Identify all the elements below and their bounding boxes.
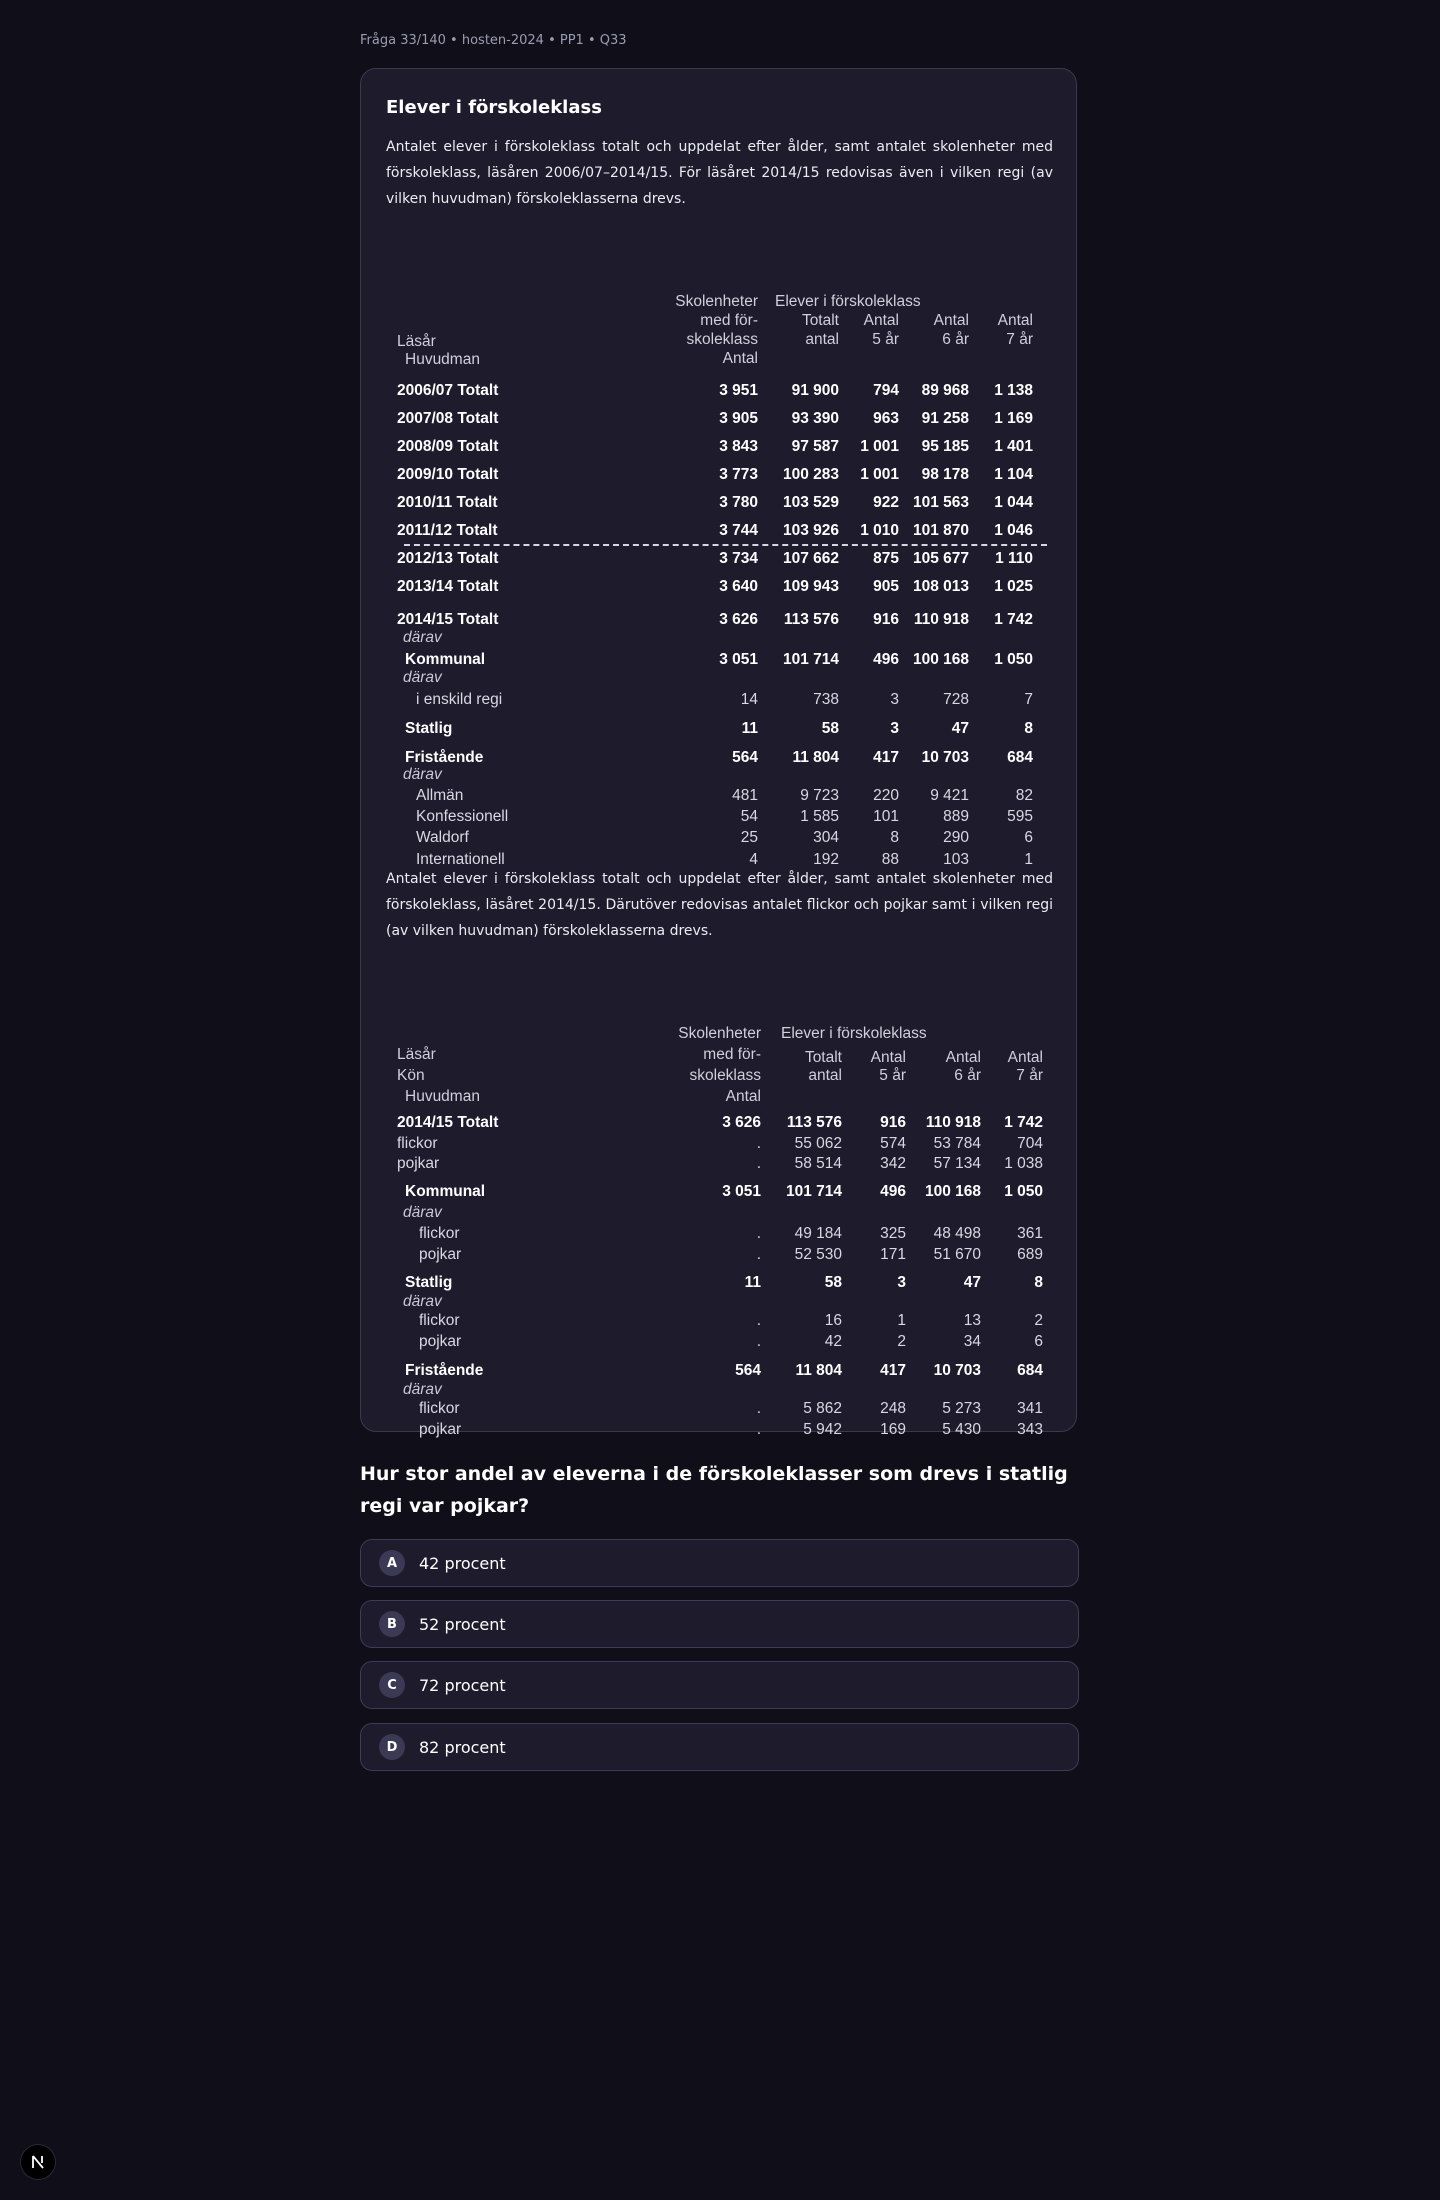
row-label: flickor bbox=[419, 1312, 460, 1329]
header-skolenheter: skoleklass bbox=[689, 1067, 761, 1084]
header-totalt: Totalt bbox=[804, 1049, 842, 1066]
table-cell: 1 046 bbox=[994, 522, 1033, 539]
header-skolenheter: Skolenheter bbox=[678, 1025, 761, 1042]
table-cell: 1 050 bbox=[1004, 1183, 1043, 1200]
table-cell: 100 168 bbox=[924, 1183, 981, 1200]
row-label: Fristående bbox=[405, 1362, 484, 1379]
table-cell: 3 905 bbox=[719, 410, 758, 427]
row-label: pojkar bbox=[397, 1155, 440, 1172]
table-cell: 88 bbox=[881, 851, 899, 868]
row-label: 2014/15 Totalt bbox=[397, 611, 499, 628]
header-huvudman: Huvudman bbox=[405, 1088, 480, 1105]
table-cell: 361 bbox=[1017, 1225, 1043, 1242]
table-cell: 1 001 bbox=[860, 438, 899, 455]
option-letter: D bbox=[379, 1734, 405, 1760]
table-cell: 1 044 bbox=[994, 494, 1033, 511]
next-logo-icon[interactable] bbox=[21, 2145, 55, 2179]
row-label: Statlig bbox=[405, 720, 453, 737]
table-cell: 875 bbox=[873, 550, 899, 567]
table-cell: 3 051 bbox=[722, 1183, 761, 1200]
table-cell: 5 430 bbox=[942, 1421, 981, 1438]
table-cell: 922 bbox=[873, 494, 899, 511]
table-cell: 689 bbox=[1017, 1246, 1043, 1263]
row-label: Fristående bbox=[405, 749, 484, 766]
table-cell: 5 942 bbox=[803, 1421, 842, 1438]
table-cell: 47 bbox=[963, 1274, 981, 1291]
table-cell: 7 bbox=[1024, 691, 1033, 708]
table-cell: 16 bbox=[824, 1312, 842, 1329]
table-cell: 47 bbox=[951, 720, 969, 737]
table-cell: 82 bbox=[1015, 787, 1033, 804]
table-cell: 103 bbox=[943, 851, 969, 868]
next-logo-glyph bbox=[29, 2153, 47, 2171]
table-cell: 794 bbox=[873, 382, 899, 399]
table-cell: 290 bbox=[943, 829, 969, 846]
table-cell: 91 900 bbox=[791, 382, 839, 399]
table-cell: . bbox=[756, 1135, 761, 1152]
table-cell: 3 640 bbox=[719, 578, 758, 595]
table-cell: 110 918 bbox=[925, 1114, 981, 1131]
table-cell: 2 bbox=[897, 1333, 906, 1350]
table-cell: 25 bbox=[740, 829, 758, 846]
table-cell: 101 714 bbox=[785, 1183, 842, 1200]
header-lasar: Läsår bbox=[397, 1046, 436, 1063]
option-letter: C bbox=[379, 1672, 405, 1698]
table-cell: 101 563 bbox=[912, 494, 969, 511]
table-cell: 11 bbox=[741, 720, 758, 737]
header-skolenheter: skoleklass bbox=[686, 331, 758, 348]
row-label: Internationell bbox=[416, 851, 505, 868]
table-cell: 100 168 bbox=[912, 651, 969, 668]
header-skolenheter: Antal bbox=[722, 350, 758, 367]
table-cell: 1 bbox=[1024, 851, 1033, 868]
option-label: 42 procent bbox=[419, 1553, 506, 1573]
table-cell: 8 bbox=[1034, 1274, 1043, 1291]
question-card bbox=[360, 68, 1077, 1438]
table-cell: 342 bbox=[880, 1155, 906, 1172]
header-huvudman: Huvudman bbox=[405, 351, 480, 368]
answer-option-c[interactable] bbox=[360, 1661, 1079, 1709]
header-elever: Elever i förskoleklass bbox=[781, 1025, 927, 1042]
table-cell: 1 050 bbox=[994, 651, 1033, 668]
table-cell: 95 185 bbox=[921, 438, 969, 455]
header-totalt: antal bbox=[805, 331, 839, 348]
table-cell: 3 843 bbox=[719, 438, 758, 455]
table-cell: 52 530 bbox=[794, 1246, 842, 1263]
table-cell: . bbox=[756, 1312, 761, 1329]
table-cell: 113 576 bbox=[786, 1114, 842, 1131]
table-cell: 2 bbox=[1034, 1312, 1043, 1329]
table-cell: 3 051 bbox=[719, 651, 758, 668]
table-cell: 34 bbox=[963, 1333, 981, 1350]
table-cell: 3 626 bbox=[722, 1114, 761, 1131]
row-label: pojkar bbox=[419, 1333, 462, 1350]
table-cell: . bbox=[756, 1225, 761, 1242]
table-cell: 11 804 bbox=[795, 1362, 842, 1379]
option-letter: B bbox=[379, 1611, 405, 1637]
table-cell: 9 723 bbox=[800, 787, 839, 804]
table-cell: 192 bbox=[813, 851, 839, 868]
table2-intro: Antalet elever i förskoleklass totalt och uppdelat efter ålder, samt antalet skolenheter med förskoleklass, läsåret 2014/15. Därutöver redovisas antalet flickor och pojkar samt i vilken regi (av vilken huvudman) förskoleklasserna drevs. bbox=[386, 871, 1053, 939]
row-label: 2008/09 Totalt bbox=[397, 438, 499, 455]
table-cell: 101 bbox=[873, 808, 899, 825]
answer-option-a[interactable] bbox=[360, 1539, 1079, 1587]
header-totalt: Totalt bbox=[801, 312, 839, 329]
header-5ar: 5 år bbox=[879, 1067, 906, 1084]
row-label: därav bbox=[403, 1381, 442, 1398]
table-cell: 684 bbox=[1007, 749, 1033, 766]
row-label: flickor bbox=[419, 1400, 460, 1417]
statistics-table-1 bbox=[361, 69, 1078, 1431]
row-label: därav bbox=[403, 1204, 442, 1221]
option-label: 72 procent bbox=[419, 1675, 506, 1695]
row-label: 2011/12 Totalt bbox=[397, 522, 498, 539]
table-cell: 1 038 bbox=[1004, 1155, 1043, 1172]
table-cell: 496 bbox=[880, 1183, 906, 1200]
option-label: 82 procent bbox=[419, 1737, 506, 1757]
header-6ar: 6 år bbox=[942, 331, 969, 348]
row-label: pojkar bbox=[419, 1421, 462, 1438]
table-cell: 1 742 bbox=[1004, 1114, 1043, 1131]
table-cell: 103 529 bbox=[782, 494, 839, 511]
table-cell: 110 918 bbox=[913, 611, 969, 628]
table-cell: 341 bbox=[1017, 1400, 1043, 1417]
row-label: Statlig bbox=[405, 1274, 453, 1291]
table-cell: 1 138 bbox=[994, 382, 1033, 399]
header-skolenheter: Antal bbox=[725, 1088, 761, 1105]
header-5ar: 5 år bbox=[872, 331, 899, 348]
table-cell: 1 010 bbox=[860, 522, 899, 539]
table-cell: 304 bbox=[813, 829, 839, 846]
table-cell: 100 283 bbox=[782, 466, 839, 483]
row-label: 2012/13 Totalt bbox=[397, 550, 499, 567]
table-cell: 905 bbox=[873, 578, 899, 595]
row-label: 2013/14 Totalt bbox=[397, 578, 499, 595]
row-label: därav bbox=[403, 629, 442, 646]
header-6ar: Antal bbox=[945, 1049, 981, 1066]
table-cell: 1 104 bbox=[994, 466, 1033, 483]
statistics-table-2 bbox=[361, 69, 1078, 1438]
row-label: Kommunal bbox=[405, 1183, 486, 1200]
table-cell: 889 bbox=[943, 808, 969, 825]
table-cell: . bbox=[756, 1155, 761, 1172]
table-cell: 704 bbox=[1017, 1135, 1043, 1152]
table-cell: . bbox=[756, 1400, 761, 1417]
row-label: Allmän bbox=[416, 787, 464, 804]
row-label: 2010/11 Totalt bbox=[397, 494, 498, 511]
row-label: flickor bbox=[397, 1135, 438, 1152]
table-cell: 169 bbox=[880, 1421, 906, 1438]
question-meta: Fråga 33/140 • hosten-2024 • PP1 • Q33 bbox=[360, 33, 627, 48]
question-text: Hur stor andel av eleverna i de förskoleklasser som drevs i statlig regi var pojkar? bbox=[360, 1463, 1068, 1517]
table-cell: 51 670 bbox=[933, 1246, 981, 1263]
table-cell: 1 bbox=[897, 1312, 906, 1329]
table-cell: 3 bbox=[890, 720, 899, 737]
table-cell: 109 943 bbox=[782, 578, 839, 595]
table-cell: 3 773 bbox=[719, 466, 758, 483]
table-cell: 738 bbox=[813, 691, 839, 708]
table-cell: 9 421 bbox=[930, 787, 969, 804]
table-cell: 10 703 bbox=[933, 1362, 981, 1379]
row-label: i enskild regi bbox=[416, 691, 503, 708]
table-cell: 916 bbox=[880, 1114, 906, 1131]
table-cell: 417 bbox=[873, 749, 899, 766]
table-cell: 11 804 bbox=[792, 749, 839, 766]
table-cell: 8 bbox=[1024, 720, 1033, 737]
table-cell: 4 bbox=[749, 851, 758, 868]
row-label: Waldorf bbox=[416, 829, 469, 846]
header-7ar: 7 år bbox=[1016, 1067, 1043, 1084]
table-cell: 103 926 bbox=[782, 522, 839, 539]
table-cell: 1 001 bbox=[860, 466, 899, 483]
table-cell: 916 bbox=[873, 611, 899, 628]
table-cell: 14 bbox=[740, 691, 758, 708]
table-cell: 564 bbox=[732, 749, 758, 766]
table-cell: . bbox=[756, 1333, 761, 1350]
table-cell: 108 013 bbox=[912, 578, 969, 595]
table-cell: 3 734 bbox=[719, 550, 758, 567]
row-label: 2009/10 Totalt bbox=[397, 466, 499, 483]
table-cell: 248 bbox=[880, 1400, 906, 1417]
table-cell: 1 025 bbox=[994, 578, 1033, 595]
table-cell: 6 bbox=[1034, 1333, 1043, 1350]
table-cell: 417 bbox=[880, 1362, 906, 1379]
table-cell: 58 bbox=[824, 1274, 842, 1291]
table-cell: 684 bbox=[1017, 1362, 1043, 1379]
row-label: därav bbox=[403, 766, 442, 783]
table-cell: 1 401 bbox=[994, 438, 1033, 455]
table-cell: . bbox=[756, 1246, 761, 1263]
table-cell: 98 178 bbox=[921, 466, 969, 483]
table-cell: 5 862 bbox=[803, 1400, 842, 1417]
answer-option-d[interactable] bbox=[360, 1723, 1079, 1771]
table-cell: 5 273 bbox=[942, 1400, 981, 1417]
table-cell: 595 bbox=[1007, 808, 1033, 825]
header-6ar: Antal bbox=[933, 312, 969, 329]
header-7ar: 7 år bbox=[1006, 331, 1033, 348]
table-cell: 3 bbox=[890, 691, 899, 708]
header-kon: Kön bbox=[397, 1067, 425, 1084]
row-label: flickor bbox=[419, 1225, 460, 1242]
card-title: Elever i förskoleklass bbox=[386, 97, 602, 118]
option-letter: A bbox=[379, 1550, 405, 1576]
table-cell: 3 780 bbox=[719, 494, 758, 511]
answer-option-b[interactable] bbox=[360, 1600, 1079, 1648]
header-totalt: antal bbox=[808, 1067, 842, 1084]
table-cell: 10 703 bbox=[921, 749, 969, 766]
table-cell: 105 677 bbox=[912, 550, 969, 567]
table-cell: 58 bbox=[821, 720, 839, 737]
header-skolenheter: med för- bbox=[700, 312, 758, 329]
table-cell: 42 bbox=[824, 1333, 842, 1350]
table1-intro: Antalet elever i förskoleklass totalt och uppdelat efter ålder, samt antalet skolenheter med förskoleklass, läsåren 2006/07–2014/15. För läsåret 2014/15 redovisas även i vilken regi (av vilken huvudman) förskoleklasserna drevs. bbox=[386, 139, 1053, 207]
table-cell: 13 bbox=[963, 1312, 981, 1329]
table-cell: 11 bbox=[744, 1274, 761, 1291]
row-label: Konfessionell bbox=[416, 808, 509, 825]
table-cell: 481 bbox=[732, 787, 758, 804]
table-cell: 1 742 bbox=[994, 611, 1033, 628]
table-cell: 101 714 bbox=[782, 651, 839, 668]
header-skolenheter: med för- bbox=[703, 1046, 761, 1063]
table-cell: 101 870 bbox=[912, 522, 969, 539]
table-cell: 8 bbox=[890, 829, 899, 846]
row-label: därav bbox=[403, 1293, 442, 1310]
table-cell: 91 258 bbox=[921, 410, 969, 427]
header-7ar: Antal bbox=[997, 312, 1033, 329]
table-cell: 57 134 bbox=[933, 1155, 981, 1172]
table-cell: 89 968 bbox=[921, 382, 969, 399]
table-cell: 97 587 bbox=[791, 438, 839, 455]
table1-divider bbox=[404, 544, 1047, 546]
header-elever: Elever i förskoleklass bbox=[775, 293, 921, 310]
table-cell: 53 784 bbox=[933, 1135, 981, 1152]
table-cell: 113 576 bbox=[783, 611, 839, 628]
option-label: 52 procent bbox=[419, 1614, 506, 1634]
table-cell: 564 bbox=[735, 1362, 761, 1379]
table-cell: 55 062 bbox=[794, 1135, 842, 1152]
row-label: därav bbox=[403, 669, 442, 686]
table-cell: 3 626 bbox=[719, 611, 758, 628]
header-6ar: 6 år bbox=[954, 1067, 981, 1084]
table-cell: 3 bbox=[897, 1274, 906, 1291]
table-cell: 220 bbox=[873, 787, 899, 804]
table-cell: 171 bbox=[880, 1246, 906, 1263]
table-cell: 574 bbox=[880, 1135, 906, 1152]
row-label: 2006/07 Totalt bbox=[397, 382, 499, 399]
table-cell: 1 110 bbox=[995, 550, 1033, 567]
row-label: Kommunal bbox=[405, 651, 486, 668]
table-cell: 54 bbox=[740, 808, 758, 825]
row-label: 2014/15 Totalt bbox=[397, 1114, 499, 1131]
table-cell: 1 169 bbox=[994, 410, 1033, 427]
table-cell: . bbox=[756, 1421, 761, 1438]
table-cell: 93 390 bbox=[791, 410, 839, 427]
table-cell: 48 498 bbox=[933, 1225, 981, 1242]
table-cell: 49 184 bbox=[794, 1225, 842, 1242]
table-cell: 107 662 bbox=[782, 550, 839, 567]
table-cell: 6 bbox=[1024, 829, 1033, 846]
table-cell: 58 514 bbox=[794, 1155, 842, 1172]
header-7ar: Antal bbox=[1007, 1049, 1043, 1066]
table-cell: 343 bbox=[1017, 1421, 1043, 1438]
table-cell: 3 951 bbox=[719, 382, 758, 399]
table-cell: 496 bbox=[873, 651, 899, 668]
header-lasar: Läsår bbox=[397, 333, 436, 350]
row-label: pojkar bbox=[419, 1246, 462, 1263]
row-label: 2007/08 Totalt bbox=[397, 410, 499, 427]
header-5ar: Antal bbox=[870, 1049, 906, 1066]
table-cell: 1 585 bbox=[800, 808, 839, 825]
header-skolenheter: Skolenheter bbox=[675, 293, 758, 310]
table-cell: 963 bbox=[873, 410, 899, 427]
table-cell: 325 bbox=[880, 1225, 906, 1242]
table-cell: 728 bbox=[943, 691, 969, 708]
table-cell: 3 744 bbox=[719, 522, 758, 539]
header-5ar: Antal bbox=[863, 312, 899, 329]
